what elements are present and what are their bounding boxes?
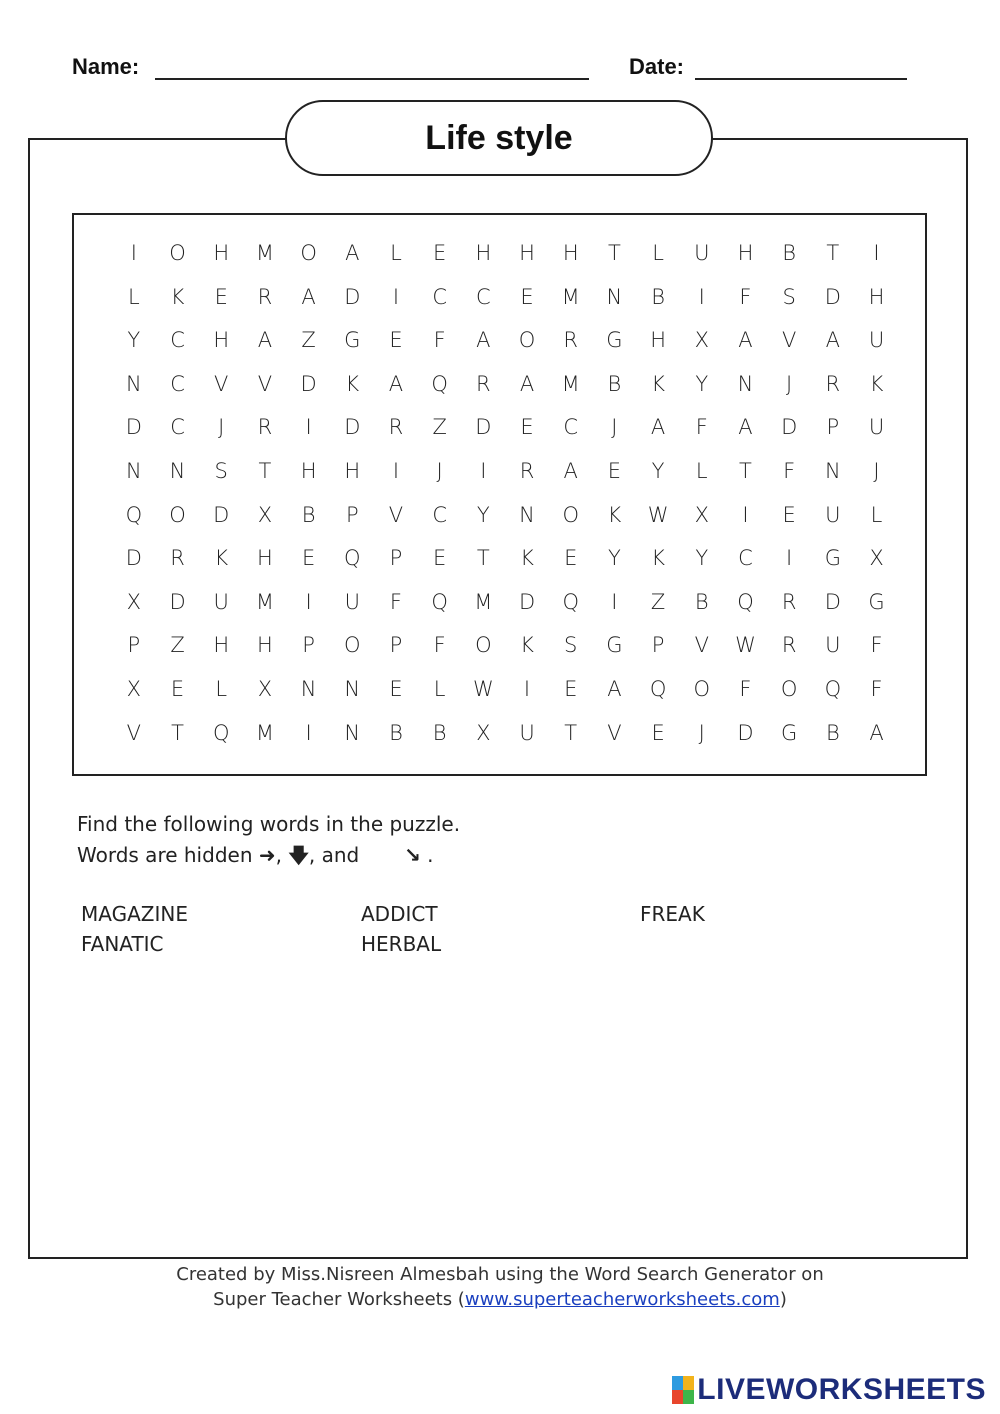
grid-cell: U — [694, 241, 710, 265]
grid-cell: A — [345, 241, 360, 265]
grid-cell: T — [476, 546, 490, 571]
grid-cell: O — [344, 633, 361, 658]
grid-cell: K — [520, 546, 534, 571]
grid-cell: R — [825, 371, 841, 396]
grid-cell: H — [650, 328, 666, 353]
grid-cell: H — [213, 241, 230, 265]
grid-cell: N — [737, 371, 754, 396]
name-label: Name: — [72, 54, 140, 79]
arrow-down-right-icon: ↘ — [403, 843, 421, 867]
grid-cell: V — [388, 502, 404, 527]
grid-cell: H — [475, 241, 492, 265]
worksheet-title: Life style — [285, 100, 713, 176]
grid-cell: H — [344, 458, 361, 483]
grid-cell: O — [300, 241, 317, 265]
instruction-sep-1: , — [275, 843, 282, 867]
grid-cell: E — [214, 284, 228, 309]
grid-cell: N — [344, 676, 361, 701]
grid-cell: D — [824, 589, 841, 614]
grid-cell: Q — [125, 502, 143, 527]
grid-cell: D — [781, 415, 798, 440]
grid-cell: D — [737, 720, 754, 745]
grid-cell: N — [125, 458, 142, 483]
grid-cell: K — [170, 284, 185, 309]
grid-cell: F — [870, 633, 883, 658]
grid-cell: P — [345, 502, 359, 527]
grid-cell: G — [344, 328, 361, 353]
grid-cell: E — [564, 546, 578, 571]
grid-cell: G — [606, 328, 623, 353]
liveworksheets-logo — [672, 1373, 986, 1407]
grid-cell: Q — [212, 720, 230, 745]
grid-cell: U — [868, 328, 885, 353]
grid-cell: Q — [431, 371, 448, 396]
grid-cell: V — [781, 328, 797, 353]
word-list-item: FANATIC — [81, 932, 164, 956]
grid-cell: X — [869, 546, 884, 571]
grid-cell: C — [738, 546, 753, 571]
grid-cell: L — [390, 241, 402, 265]
grid-cell: P — [651, 633, 665, 658]
grid-cell: L — [652, 241, 664, 265]
grid-row — [112, 232, 898, 276]
grid-cell: F — [389, 589, 403, 614]
grid-cell: Q — [431, 589, 448, 614]
grid-cell: P — [389, 546, 403, 571]
grid-cell: A — [301, 284, 316, 309]
grid-cell: C — [432, 502, 447, 527]
grid-cell: T — [826, 241, 840, 265]
grid-cell: D — [213, 502, 230, 527]
grid-cell: F — [739, 676, 752, 701]
grid-cell: M — [561, 284, 580, 309]
grid-cell: R — [563, 328, 579, 353]
grid-cell: O — [475, 633, 492, 658]
grid-cell: X — [126, 589, 142, 614]
grid-cell: Z — [170, 633, 185, 658]
instruction-line-2 — [77, 841, 433, 875]
credit-suffix: ) — [779, 1289, 787, 1310]
grid-cell: Y — [651, 458, 665, 483]
name-field-line[interactable] — [155, 78, 589, 80]
grid-cell: X — [257, 676, 273, 701]
grid-cell: I — [786, 546, 793, 571]
grid-cell: L — [127, 284, 140, 309]
grid-cell: N — [519, 502, 535, 527]
grid-cell: D — [518, 589, 536, 614]
grid-cell: X — [126, 676, 142, 701]
grid-cell: M — [561, 371, 580, 396]
grid-cell: T — [258, 458, 272, 483]
grid-cell: E — [389, 328, 403, 353]
grid-cell: L — [695, 458, 708, 483]
date-field-line[interactable] — [695, 78, 907, 80]
grid-cell: N — [300, 676, 317, 701]
grid-cell: I — [523, 676, 531, 701]
grid-cell: A — [825, 328, 841, 353]
grid-cell: J — [698, 720, 705, 745]
grid-cell: B — [389, 720, 403, 745]
grid-cell: M — [255, 720, 274, 745]
grid-cell: O — [562, 502, 579, 527]
grid-row — [112, 276, 898, 320]
word-list-item: FREAK — [640, 902, 705, 926]
grid-cell: N — [344, 720, 361, 745]
grid-cell: I — [480, 458, 487, 483]
grid-cell: D — [125, 546, 142, 571]
grid-cell: T — [564, 720, 578, 745]
grid-cell: R — [476, 371, 491, 396]
grid-cell: Z — [432, 415, 447, 440]
grid-cell: C — [170, 415, 185, 440]
instruction-prefix: Words are hidden — [77, 843, 253, 867]
grid-cell: P — [127, 633, 141, 658]
grid-cell: N — [125, 371, 142, 396]
grid-cell: B — [694, 589, 709, 614]
grid-cell: N — [824, 458, 841, 483]
grid-cell: F — [695, 415, 708, 440]
grid-cell: W — [472, 676, 494, 701]
grid-cell: H — [562, 241, 579, 265]
grid-cell: F — [433, 328, 446, 353]
grid-cell: F — [433, 633, 446, 658]
grid-cell: H — [519, 241, 535, 265]
grid-cell: I — [305, 720, 312, 745]
grid-cell: G — [868, 589, 885, 614]
grid-cell: I — [305, 589, 312, 614]
grid-cell: O — [169, 241, 186, 265]
grid-cell: A — [869, 720, 884, 745]
grid-cell: K — [869, 371, 884, 396]
grid-cell: E — [301, 546, 316, 571]
grid-cell: A — [738, 328, 753, 353]
grid-cell: S — [782, 284, 796, 309]
grid-cell: K — [651, 371, 665, 396]
grid-cell: V — [214, 371, 229, 396]
grid-row — [112, 363, 898, 407]
instruction-sep-2: , and — [308, 843, 360, 867]
grid-cell: Q — [737, 589, 754, 614]
grid-cell: X — [694, 328, 709, 353]
grid-cell: K — [607, 502, 622, 527]
grid-cell: S — [564, 633, 578, 658]
liveworksheets-mark-icon — [672, 1376, 694, 1404]
word-list-item: ADDICT — [361, 902, 438, 926]
grid-cell: O — [780, 676, 798, 701]
grid-cell: E — [433, 241, 447, 265]
grid-cell: H — [213, 328, 230, 353]
grid-cell: X — [476, 720, 491, 745]
grid-cell: B — [432, 720, 447, 745]
grid-cell: A — [563, 458, 578, 483]
grid-cell: U — [825, 502, 841, 527]
grid-cell: C — [476, 284, 491, 309]
grid-cell: H — [868, 284, 885, 309]
grid-cell: Q — [562, 589, 579, 614]
grid-cell: I — [130, 241, 137, 265]
grid-cell: D — [344, 415, 361, 440]
grid-cell: H — [213, 633, 230, 658]
grid-cell: D — [475, 415, 492, 440]
grid-row — [112, 537, 898, 581]
grid-cell: I — [698, 284, 705, 309]
grid-cell: E — [651, 720, 665, 745]
credit-link[interactable]: www.superteacherworksheets.com — [464, 1289, 780, 1310]
grid-cell: S — [214, 458, 228, 483]
grid-cell: H — [300, 458, 317, 483]
grid-cell: B — [301, 502, 316, 527]
grid-cell: V — [694, 633, 709, 658]
grid-cell: J — [786, 371, 793, 396]
arrow-down-icon: 🡇 — [288, 843, 309, 867]
grid-cell: F — [870, 676, 883, 701]
grid-cell: A — [650, 415, 666, 440]
grid-cell: I — [873, 241, 880, 265]
grid-cell: I — [392, 284, 400, 309]
grid-cell: M — [474, 589, 493, 614]
grid-row — [112, 581, 898, 625]
grid-cell: P — [302, 633, 315, 658]
grid-cell: P — [826, 415, 840, 440]
grid-cell: R — [781, 633, 797, 658]
grid-cell: X — [694, 502, 709, 527]
grid-cell: A — [738, 415, 753, 440]
credit-prefix: Super Teacher Worksheets ( — [213, 1289, 465, 1310]
grid-cell: J — [436, 458, 443, 483]
grid-cell: U — [868, 415, 885, 440]
grid-cell: G — [781, 720, 798, 745]
grid-cell: K — [345, 371, 360, 396]
grid-cell: Y — [607, 546, 621, 571]
grid-cell: R — [257, 415, 273, 440]
grid-cell: R — [519, 458, 535, 483]
grid-cell: X — [257, 502, 273, 527]
grid-cell: O — [518, 328, 536, 353]
logo-text: LIVEWORKSHEETS — [697, 1373, 986, 1406]
grid-cell: K — [214, 546, 229, 571]
grid-cell: T — [739, 458, 752, 483]
grid-cell: B — [782, 241, 797, 265]
grid-cell: N — [169, 458, 186, 483]
grid-cell: R — [388, 415, 404, 440]
grid-cell: E — [520, 415, 534, 440]
instruction-line-1: Find the following words in the puzzle. — [77, 812, 461, 836]
grid-cell: U — [344, 589, 360, 614]
grid-cell: H — [257, 546, 273, 571]
grid-cell: F — [739, 284, 752, 309]
grid-cell: V — [126, 720, 142, 745]
grid-cell: Y — [476, 502, 490, 527]
grid-cell: E — [433, 546, 447, 571]
grid-cell: Y — [695, 546, 709, 571]
grid-cell: A — [519, 371, 535, 396]
word-list-item: HERBAL — [361, 932, 442, 956]
grid-cell: E — [564, 676, 578, 701]
grid-cell: O — [693, 676, 711, 701]
grid-cell: B — [825, 720, 840, 745]
grid-cell: T — [607, 241, 621, 265]
grid-row — [112, 319, 898, 363]
word-search-grid — [112, 232, 898, 755]
grid-cell: W — [647, 502, 669, 527]
grid-cell: D — [824, 284, 841, 309]
grid-cell: K — [651, 546, 665, 571]
grid-cell: C — [170, 371, 185, 396]
grid-cell: I — [392, 458, 400, 483]
grid-cell: D — [125, 415, 142, 440]
arrow-right-icon: ➜ — [258, 843, 276, 867]
grid-cell: L — [215, 676, 228, 701]
grid-cell: P — [389, 633, 403, 658]
grid-cell: Q — [649, 676, 667, 701]
grid-cell: F — [783, 458, 796, 483]
grid-cell: M — [255, 589, 274, 614]
grid-cell: I — [305, 415, 312, 440]
grid-cell: G — [824, 546, 841, 571]
grid-cell: Y — [127, 328, 141, 353]
grid-cell: Z — [650, 589, 666, 614]
grid-cell: C — [432, 284, 447, 309]
grid-row — [112, 624, 898, 668]
grid-cell: B — [651, 284, 665, 309]
grid-cell: G — [606, 633, 623, 658]
grid-cell: C — [563, 415, 579, 440]
grid-cell: E — [389, 676, 403, 701]
grid-cell: V — [257, 371, 273, 396]
grid-cell: R — [170, 546, 185, 571]
grid-cell: O — [169, 502, 186, 527]
grid-cell: Q — [344, 546, 361, 571]
grid-cell: H — [737, 241, 754, 265]
grid-cell: H — [257, 633, 273, 658]
grid-cell: R — [257, 284, 273, 309]
credit-line-1: Created by Miss.Nisreen Almesbah using the Word Search Generator on — [176, 1264, 824, 1285]
grid-cell: A — [476, 328, 491, 353]
grid-cell: Z — [301, 328, 316, 353]
grid-cell: U — [519, 720, 535, 745]
grid-cell: Y — [695, 371, 709, 396]
grid-cell: E — [607, 458, 622, 483]
grid-row — [112, 450, 898, 494]
grid-cell: E — [782, 502, 796, 527]
grid-cell: I — [742, 502, 749, 527]
grid-cell: B — [607, 371, 622, 396]
grid-row — [112, 406, 898, 450]
grid-cell: T — [171, 720, 184, 745]
grid-cell: E — [170, 676, 185, 701]
credit-line-2 — [0, 1289, 1000, 1310]
grid-row — [112, 494, 898, 538]
grid-cell: A — [388, 371, 404, 396]
date-label: Date: — [629, 54, 685, 79]
grid-cell: L — [870, 502, 883, 527]
grid-cell: A — [257, 328, 273, 353]
grid-cell: L — [433, 676, 446, 701]
grid-cell: E — [520, 284, 534, 309]
grid-cell: J — [873, 458, 880, 483]
grid-cell: J — [611, 415, 618, 440]
grid-cell: W — [735, 633, 756, 658]
grid-cell: U — [825, 633, 841, 658]
grid-cell: R — [781, 589, 797, 614]
grid-cell: K — [520, 633, 534, 658]
grid-cell: A — [607, 676, 622, 701]
grid-cell: C — [170, 328, 185, 353]
grid-row — [112, 712, 898, 756]
grid-cell: I — [611, 589, 618, 614]
grid-cell: U — [213, 589, 229, 614]
grid-cell: V — [607, 720, 622, 745]
grid-cell: D — [300, 371, 317, 396]
grid-cell: D — [169, 589, 186, 614]
grid-cell: M — [255, 241, 274, 265]
grid-cell: D — [344, 284, 361, 309]
grid-cell: N — [606, 284, 623, 309]
grid-cell: Q — [824, 676, 842, 701]
grid-row — [112, 668, 898, 712]
grid-cell: J — [218, 415, 225, 440]
word-list-item: MAGAZINE — [81, 902, 188, 926]
instruction-end: . — [427, 843, 434, 867]
